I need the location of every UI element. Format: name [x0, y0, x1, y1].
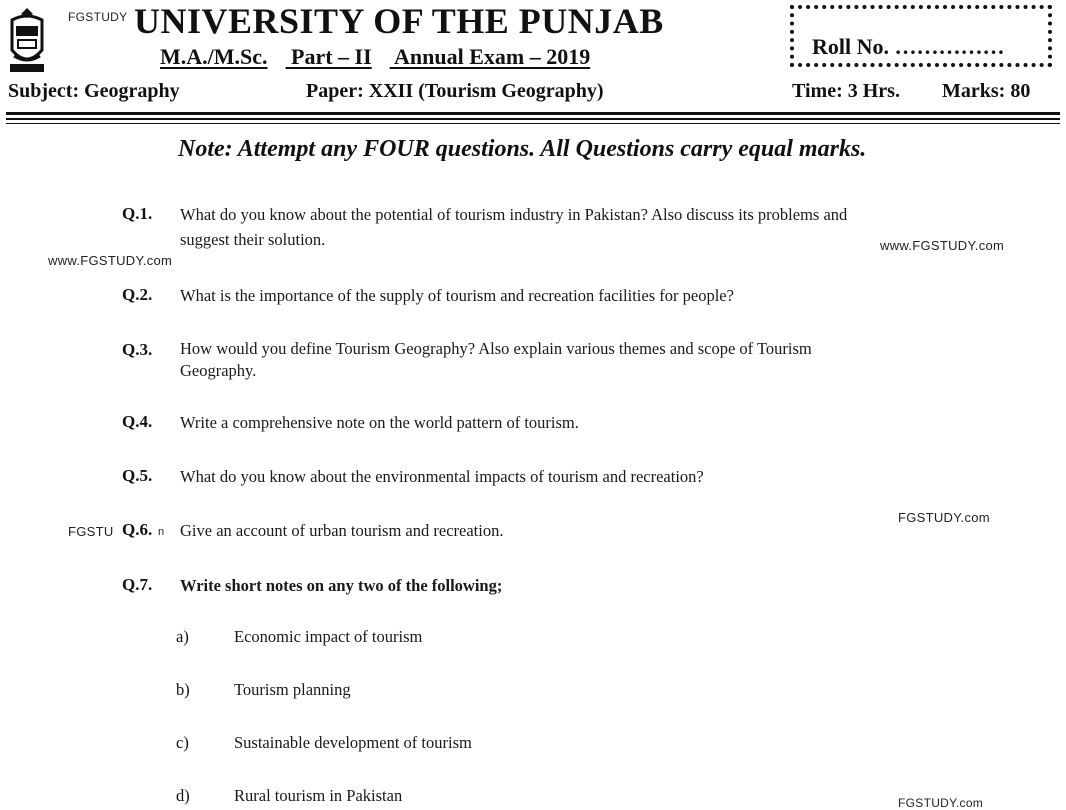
part-label: Part – II [291, 44, 372, 69]
question-text: Write a comprehensive note on the world pattern of tourism. [180, 413, 579, 432]
subject-label: Subject: Geography [8, 80, 180, 102]
question-text: What is the importance of the supply of tourism and recreation facilities for people? [180, 286, 734, 305]
sub-item-label: a) [176, 627, 189, 646]
time-label: Time: 3 Hrs. [792, 80, 900, 102]
question-text: Write short notes on any two of the following; [180, 576, 503, 595]
question-text: What do you know about the potential of tourism industry in Pakistan? Also discuss its problems and suggest their solution. [180, 205, 848, 249]
question-number: Q.4. [122, 412, 153, 431]
header-divider [6, 112, 1060, 115]
watermark-left-q6: FGSTU [68, 524, 114, 539]
sub-item-label: c) [176, 733, 189, 752]
question-number: Q.1. [122, 204, 153, 223]
university-title: UNIVERSITY OF THE PUNJAB [134, 1, 664, 41]
sub-item-text: Tourism planning [234, 680, 351, 699]
question-number: Q.3. [122, 340, 153, 359]
marks-label: Marks: 80 [942, 80, 1031, 102]
watermark-right-upper: www.FGSTUDY.com [880, 238, 1005, 253]
roll-number-label: Roll No. …………… [812, 34, 1005, 59]
watermark-left: www.FGSTUDY.com [48, 253, 173, 268]
question-number: Q.5. [122, 466, 153, 485]
exam-label: Annual Exam – 2019 [393, 44, 591, 69]
watermark-top: FGSTUDY [68, 10, 128, 24]
question-number: Q.7. [122, 575, 153, 594]
question-text: Give an account of urban tourism and recreation. [180, 521, 504, 540]
question-text: How would you define Tourism Geography? Also explain various themes and scope of Tourism Geography. [180, 339, 812, 380]
watermark-q6-tail: n [158, 526, 165, 538]
question-number: Q.6. [122, 520, 153, 539]
sub-item-label: b) [176, 680, 190, 699]
watermark-right-lower: FGSTUDY.com [898, 510, 990, 525]
header-divider [6, 123, 1060, 124]
header-divider [6, 118, 1060, 120]
question-text: What do you know about the environmental impacts of tourism and recreation? [180, 467, 704, 486]
sub-item-text: Economic impact of tourism [234, 627, 423, 646]
watermark-bottom-right: FGSTUDY.com [898, 796, 984, 810]
paper-label: Paper: XXII (Tourism Geography) [306, 80, 604, 102]
sub-item-text: Rural tourism in Pakistan [234, 786, 403, 805]
exam-note: Note: Attempt any FOUR questions. All Questions carry equal marks. [178, 136, 867, 162]
sub-item-text: Sustainable development of tourism [234, 733, 472, 752]
sub-item-label: d) [176, 786, 190, 805]
university-logo-icon [6, 6, 48, 76]
question-number: Q.2. [122, 285, 153, 304]
exam-subheading [160, 44, 608, 70]
degree-label: M.A./M.Sc. [160, 44, 268, 69]
